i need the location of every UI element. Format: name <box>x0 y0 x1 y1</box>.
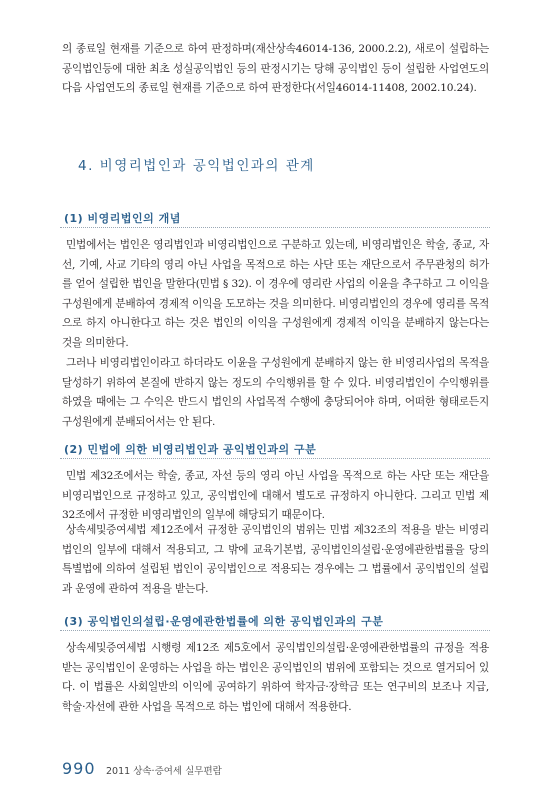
section-title: 4. 비영리법인과 공익법인과의 관계 <box>78 158 315 174</box>
book-title: 2011 상속·증여세 실무편람 <box>106 766 222 777</box>
subsection-3-title: (3) 공익법인의설립·운영에관한법률에 의한 공익법인과의 구분 <box>64 615 384 628</box>
subsection-2-title: (2) 민법에 의한 비영리법인과 공익법인과의 구분 <box>64 443 317 456</box>
subsection-3-rule <box>60 630 490 631</box>
page-number: 990 <box>62 759 96 778</box>
subsection-2-paragraph-2: 상속세및증여세법 제12조에서 규정한 공익법인의 범위는 민법 제32조의 적용을 받는 비영리법인의 일부에 대해서 적용되고, 그 밖에 교육기본법, 공익법인의설립·운영에관한법률을 당의 특별법에 의하여 설립된 법인이 공익법인으로 적용되는 경우에는 그 법률에서 공익법인의 설립과 운영에 관하여 적용을 받는다. <box>62 524 489 595</box>
subsection-3-paragraph-1: 상속세및증여세법 시행령 제12조 제5호에서 공익법인의설립·운영에관한법률의 규정을 적용받는 공익법인이 운영하는 사업을 하는 법인은 공익법인의 범위에 포함되는 것으로 열거되어 있다. 이 법률은 사회일반의 이익에 공여하기 위하여 학자금·장학금 또는 연구비의 보조나 지급, 학술·자선에 관한 사업을 목적으로 하는 법인에 대해서 적용한다. <box>62 642 489 713</box>
subsection-1-rule <box>60 227 490 228</box>
intro-paragraph: 의 종료일 현재를 기준으로 하여 판정하며(재산상속46014-136, 2000.2.2), 새로이 설립하는 공익법인등에 대한 최초 성실공익법인 등의 판정시기는 당해 공익법인 등이 설립한 사업연도의 다음 사업연도의 종료일 현재를 기준으로 하여 판정한다(서일46014-11408, 2002.10.24). <box>62 43 489 95</box>
subsection-2-paragraph-1: 민법 제32조에서는 학술, 종교, 자선 등의 영리 아닌 사업을 목적으로 하는 사단 또는 재단을 비영리법인으로 규정하고 있고, 공익법인에 대해서 별도로 규정하지 아니한다. 그리고 민법 제32조에서 규정한 비영리법인의 일부에 해당되기 때문이다. <box>62 470 489 522</box>
subsection-1-paragraph-1: 민법에서는 법인은 영리법인과 비영리법인으로 구분하고 있는데, 비영리법인은 학술, 종교, 자선, 기예, 사교 기타의 영리 아닌 사업을 목적으로 하는 사단 또는 재단으로서 주무관청의 허가를 얻어 설립한 법인을 말한다(민법 § 32). 이 경우에 영리란 사업의 이윤을 추구하고 그 이익을 구성원에게 분배하여 경제적 이익을 도모하는 것을 의미한다. 비영리법인의 경우에 영리를 목적으로 하지 아니한다고 하는 것은 법인의 이익을 구성원에게 경제적 이익을 분배하지 않는다는 것을 의미한다. <box>62 239 489 349</box>
subsection-2-rule <box>60 458 490 459</box>
subsection-1-title: (1) 비영리법인의 개념 <box>64 212 181 225</box>
subsection-1-paragraph-2: 그러나 비영리법인이라고 하더라도 이윤을 구성원에게 분배하지 않는 한 비영리사업의 목적을 달성하기 위하여 본질에 반하지 않는 정도의 수익행위를 할 수 있다. 비영리법인이 수익행위를 하였을 때에는 그 수익은 반드시 법인의 사업목적 수행에 충당되어야 하며, 어떠한 형태로든지 구성원에게 분배되어서는 안 된다. <box>62 357 489 428</box>
